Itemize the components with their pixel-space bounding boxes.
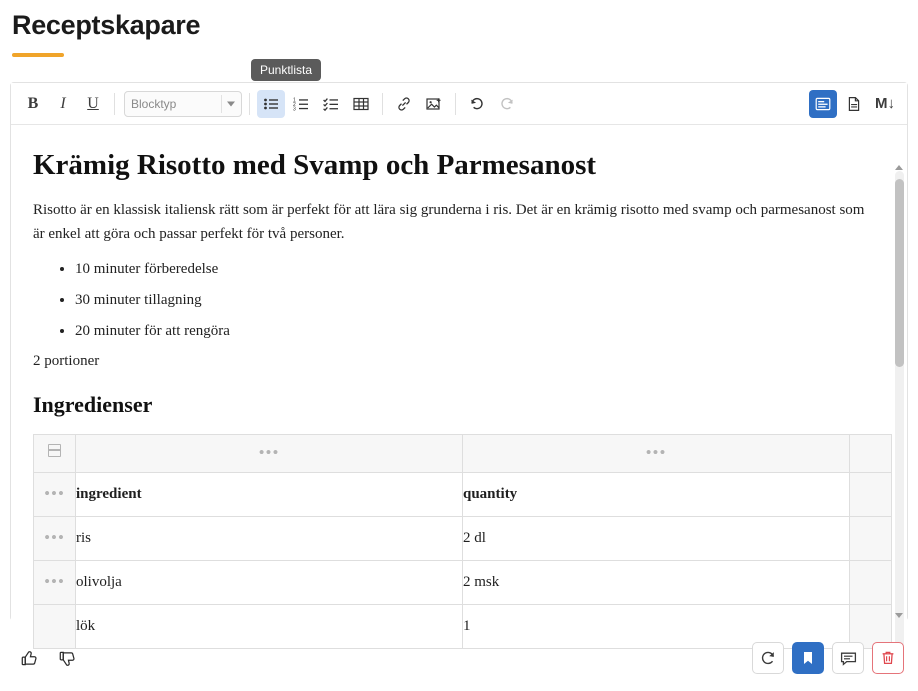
view-mode-group — [809, 90, 899, 118]
page-header — [0, 0, 918, 57]
toolbar-divider-2 — [249, 93, 250, 115]
row-end-cell — [850, 472, 892, 516]
blocktype-select[interactable] — [124, 91, 242, 117]
ingredients-table[interactable] — [33, 434, 892, 649]
table-control-row — [34, 434, 892, 472]
italic-button[interactable] — [49, 90, 77, 118]
link-button[interactable] — [390, 90, 418, 118]
ingredients-heading: Ingredienser — [33, 391, 153, 417]
table-grid-icon — [48, 444, 61, 457]
column-menu-cell-2[interactable] — [463, 434, 850, 472]
table-row — [34, 560, 892, 604]
list-item: • 10 minuter förberedelse — [75, 260, 873, 278]
row-menu-icon[interactable]: ••• — [44, 483, 65, 503]
row-menu-cell[interactable] — [34, 472, 76, 516]
bullet-list-button[interactable] — [257, 90, 285, 118]
feedback-group — [14, 643, 82, 673]
row-menu-icon[interactable]: ••• — [44, 571, 65, 591]
redo-button[interactable] — [493, 90, 521, 118]
comment-icon — [840, 650, 857, 667]
table-cell[interactable]: 2 dl — [463, 516, 850, 560]
toolbar-divider-1 — [114, 93, 115, 115]
regenerate-button[interactable] — [752, 642, 784, 674]
recipe-portions: 2 portioner — [33, 352, 100, 369]
thumbs-up-icon[interactable] — [14, 643, 44, 673]
image-button[interactable] — [420, 90, 448, 118]
row-end-cell — [850, 560, 892, 604]
underline-button[interactable] — [79, 90, 107, 118]
undo-icon — [469, 96, 485, 112]
toolbar-divider-3 — [382, 93, 383, 115]
list-item: • 30 minuter tillagning — [75, 291, 873, 309]
editor-panel — [10, 82, 908, 634]
svg-text:3: 3 — [293, 105, 296, 112]
column-menu-icon[interactable]: ••• — [258, 442, 280, 462]
table-cell[interactable]: ris — [76, 516, 463, 560]
document-scroll-area[interactable] — [11, 125, 907, 634]
comment-button[interactable] — [832, 642, 864, 674]
table-button[interactable] — [347, 90, 375, 118]
svg-text:2: 2 — [293, 101, 296, 108]
numbered-list-icon — [293, 96, 309, 112]
table-cell[interactable]: 1 — [463, 604, 850, 648]
source-view-button[interactable] — [840, 90, 868, 118]
page-title: Receptskapare — [12, 10, 201, 40]
blocktype-divider — [221, 95, 222, 113]
row-menu-cell[interactable] — [34, 516, 76, 560]
text-format-group — [19, 90, 107, 118]
image-icon — [426, 96, 442, 112]
history-group — [463, 90, 521, 118]
title-accent-underline — [12, 53, 64, 57]
editor-toolbar — [11, 83, 907, 125]
scroll-down-arrow[interactable] — [895, 613, 903, 618]
document-icon — [846, 96, 862, 112]
blocktype-value: Blocktyp — [131, 96, 177, 111]
link-icon — [396, 96, 412, 112]
table-cell[interactable]: 2 msk — [463, 560, 850, 604]
chevron-down-icon — [227, 101, 235, 106]
rich-text-view-button[interactable] — [809, 90, 837, 118]
tooltip-punktlista: Punktlista — [251, 59, 321, 81]
thumbs-down-icon[interactable] — [52, 643, 82, 673]
table-cell[interactable]: olivolja — [76, 560, 463, 604]
table-row — [34, 472, 892, 516]
markdown-view-button[interactable] — [871, 90, 899, 118]
row-menu-icon[interactable]: ••• — [44, 527, 65, 547]
numbered-list-button[interactable] — [287, 90, 315, 118]
delete-button[interactable] — [872, 642, 904, 674]
table-select-all-cell[interactable] — [34, 434, 76, 472]
refresh-icon — [760, 650, 776, 666]
table-cell[interactable]: lök — [76, 604, 463, 648]
bold-button[interactable] — [19, 90, 47, 118]
check-list-icon — [323, 96, 339, 112]
redo-icon — [499, 96, 515, 112]
rich-text-icon — [815, 96, 831, 112]
markdown-icon: M↓ — [875, 95, 895, 112]
italic-icon: I — [60, 94, 66, 112]
insert-group — [390, 90, 448, 118]
column-menu-cell-1[interactable] — [76, 434, 463, 472]
recipe-bullet-list — [33, 260, 873, 340]
bullet-list-icon — [263, 96, 279, 112]
table-header-cell[interactable]: ingredient — [76, 472, 463, 516]
row-menu-cell[interactable] — [34, 560, 76, 604]
table-row — [34, 516, 892, 560]
list-group — [257, 90, 375, 118]
document-content[interactable] — [11, 125, 895, 649]
trash-icon — [880, 650, 896, 666]
scrollbar-thumb[interactable] — [895, 179, 904, 367]
scroll-up-arrow[interactable] — [895, 165, 903, 170]
svg-text:1: 1 — [293, 97, 296, 104]
bookmark-icon — [800, 650, 816, 666]
add-column-cell[interactable] — [850, 434, 892, 472]
row-end-cell — [850, 516, 892, 560]
undo-button[interactable] — [463, 90, 491, 118]
recipe-heading: Krämig Risotto med Svamp och Parmesanost — [33, 149, 597, 181]
list-item: • 20 minuter för att rengöra — [75, 322, 873, 340]
table-header-cell[interactable]: quantity — [463, 472, 850, 516]
bookmark-button[interactable] — [792, 642, 824, 674]
footer-bar — [0, 625, 918, 691]
recipe-intro: Risotto är en klassisk italiensk rätt som är perfekt för att lära sig grunderna i ris. Det är en krämig risotto med svamp och parmesanost som är enkel att göra och passar perfekt för två personer. — [33, 202, 865, 242]
action-group — [752, 642, 904, 674]
underline-icon: U — [87, 94, 99, 112]
toolbar-divider-4 — [455, 93, 456, 115]
column-menu-icon[interactable]: ••• — [645, 442, 667, 462]
bold-icon: B — [27, 94, 39, 112]
table-icon — [353, 96, 369, 112]
check-list-button[interactable] — [317, 90, 345, 118]
